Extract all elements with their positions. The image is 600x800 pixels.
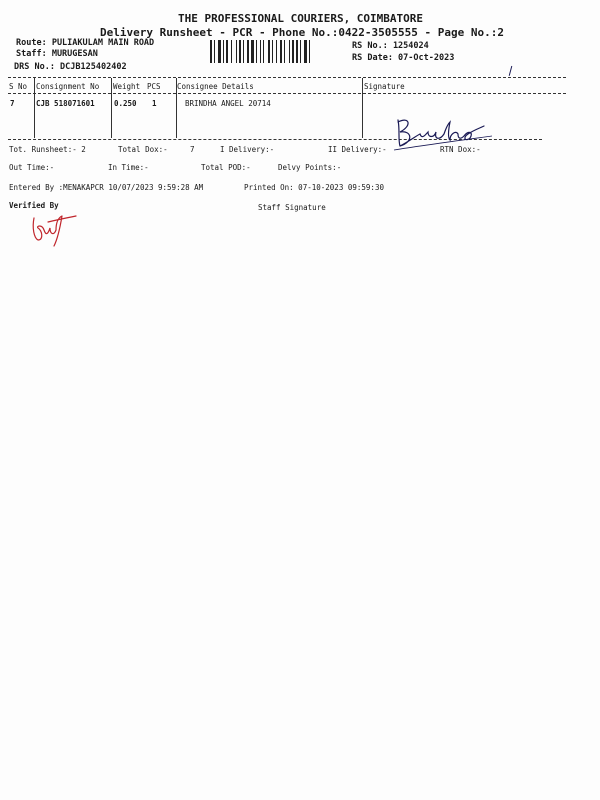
entered-by: Entered By :MENAKAPCR 10/07/2023 9:59:28 AM bbox=[9, 183, 204, 192]
barcode-icon bbox=[210, 40, 346, 63]
rs-date: RS Date: 07-Oct-2023 bbox=[352, 53, 455, 63]
header-signature: Signature bbox=[364, 82, 405, 91]
col-divider bbox=[34, 78, 35, 138]
header-sno: S No bbox=[9, 82, 28, 91]
rtn-dox: RTN Dox:- bbox=[440, 145, 481, 154]
table-header-rule bbox=[8, 93, 566, 94]
ii-delivery: II Delivery:- bbox=[328, 145, 387, 154]
header-pcs: PCS bbox=[147, 82, 161, 91]
row-consignee: BRINDHA ANGEL 20714 bbox=[185, 99, 271, 108]
total-dox-label: Total Dox:- bbox=[118, 145, 168, 154]
row-sno: 7 bbox=[10, 99, 15, 108]
col-divider bbox=[111, 78, 112, 138]
staff-signature-label: Staff Signature bbox=[258, 203, 326, 212]
route-label: Route: PULIAKULAM MAIN ROAD bbox=[16, 38, 155, 48]
pen-mark bbox=[509, 66, 514, 76]
total-pod: Total POD:- bbox=[201, 163, 251, 172]
header-weight: Weight bbox=[113, 82, 141, 91]
col-divider bbox=[362, 78, 363, 138]
header-consignee: Consignee Details bbox=[177, 82, 254, 91]
row-consignment: CJB 518071601 bbox=[36, 99, 95, 108]
tot-runsheet: Tot. Runsheet:- 2 bbox=[9, 145, 86, 154]
row-pcs: 1 bbox=[152, 99, 157, 108]
company-name: THE PROFESSIONAL COURIERS, COIMBATORE bbox=[178, 12, 424, 25]
handwritten-initials-icon bbox=[28, 208, 84, 248]
printed-on: Printed On: 07-10-2023 09:59:30 bbox=[244, 183, 384, 192]
i-delivery: I Delivery:- bbox=[220, 145, 275, 154]
in-time: In Time:- bbox=[108, 163, 149, 172]
total-dox-value: 7 bbox=[190, 145, 195, 154]
rs-number: RS No.: 1254024 bbox=[352, 41, 429, 51]
runsheet-title: Delivery Runsheet - PCR - Phone No.:0422-3505555 - Page No.:2 bbox=[100, 26, 504, 39]
drs-number: DRS No.: DCJB125402402 bbox=[14, 62, 127, 72]
delvy-points: Delvy Points:- bbox=[278, 163, 342, 172]
staff-label: Staff: MURUGESAN bbox=[16, 49, 98, 59]
row-weight: 0.250 bbox=[114, 99, 137, 108]
header-consignment: Consignment No bbox=[36, 82, 100, 91]
verified-by-label: Verified By bbox=[9, 201, 59, 210]
out-time: Out Time:- bbox=[9, 163, 55, 172]
table-top-rule bbox=[8, 77, 566, 78]
